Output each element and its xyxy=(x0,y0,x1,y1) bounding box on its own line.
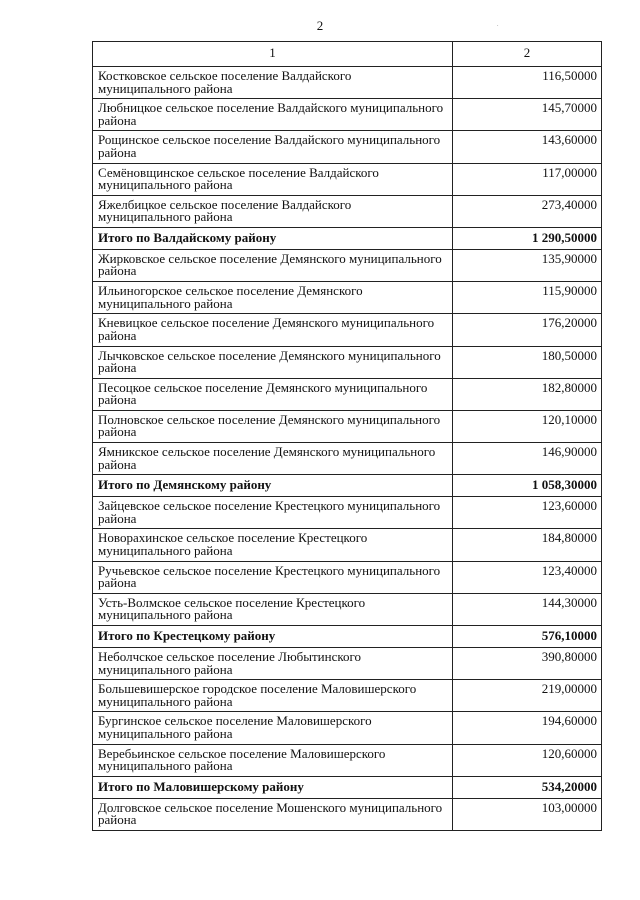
settlement-value: 194,60000 xyxy=(453,712,602,744)
table-row xyxy=(93,378,602,410)
settlement-value: 123,60000 xyxy=(453,497,602,529)
settlement-value: 120,10000 xyxy=(453,410,602,442)
header-col-2: 2 xyxy=(453,42,602,67)
settlement-name: Зайцевское сельское поселение Крестецкого муниципального района xyxy=(93,497,453,529)
settlement-name: Жирковское сельское поселение Демянского муниципального района xyxy=(93,249,453,281)
table-total-row xyxy=(93,475,602,497)
settlement-name: Веребьинское сельское поселение Маловишерского муниципального района xyxy=(93,744,453,776)
table-row xyxy=(93,798,602,830)
table-row xyxy=(93,131,602,163)
table-body xyxy=(93,42,602,831)
table-row xyxy=(93,410,602,442)
settlement-name: Ямникское сельское поселение Демянского муниципального района xyxy=(93,443,453,475)
settlement-value: 144,30000 xyxy=(453,593,602,625)
table-row xyxy=(93,282,602,314)
settlement-name: Рощинское сельское поселение Валдайского муниципального района xyxy=(93,131,453,163)
settlement-value: 116,50000 xyxy=(453,67,602,99)
settlement-value: 123,40000 xyxy=(453,561,602,593)
settlement-value: 143,60000 xyxy=(453,131,602,163)
header-col-1: 1 xyxy=(93,42,453,67)
settlement-value: 273,40000 xyxy=(453,195,602,227)
settlement-value: 390,80000 xyxy=(453,648,602,680)
settlement-value: 117,00000 xyxy=(453,163,602,195)
total-value: 534,20000 xyxy=(453,776,602,798)
settlement-name: Яжелбицкое сельское поселение Валдайского муниципального района xyxy=(93,195,453,227)
allocation-table xyxy=(92,41,602,831)
table-header-row xyxy=(93,42,602,67)
settlement-name: Любницкое сельское поселение Валдайского муниципального района xyxy=(93,99,453,131)
settlement-name: Большевишерское городское поселение Маловишерского муниципального района xyxy=(93,680,453,712)
total-label: Итого по Демянскому району xyxy=(93,475,453,497)
table-row xyxy=(93,67,602,99)
table-row xyxy=(93,195,602,227)
settlement-name: Костковское сельское поселение Валдайского муниципального района xyxy=(93,67,453,99)
settlement-value: 184,80000 xyxy=(453,529,602,561)
settlement-name: Новорахинское сельское поселение Крестецкого муниципального района xyxy=(93,529,453,561)
settlement-name: Песоцкое сельское поселение Демянского муниципального района xyxy=(93,378,453,410)
table-total-row xyxy=(93,626,602,648)
settlement-value: 103,00000 xyxy=(453,798,602,830)
table-row xyxy=(93,744,602,776)
scan-speck: . xyxy=(497,22,499,28)
settlement-value: 135,90000 xyxy=(453,249,602,281)
settlement-value: 145,70000 xyxy=(453,99,602,131)
total-label: Итого по Крестецкому району xyxy=(93,626,453,648)
settlement-value: 182,80000 xyxy=(453,378,602,410)
settlement-name: Ильиногорское сельское поселение Демянского муниципального района xyxy=(93,282,453,314)
table-row xyxy=(93,443,602,475)
settlement-value: 115,90000 xyxy=(453,282,602,314)
settlement-name: Кневицкое сельское поселение Демянского муниципального района xyxy=(93,314,453,346)
table-row xyxy=(93,99,602,131)
settlement-value: 176,20000 xyxy=(453,314,602,346)
table-total-row xyxy=(93,776,602,798)
table-row xyxy=(93,314,602,346)
table-total-row xyxy=(93,227,602,249)
settlement-name: Усть-Волмское сельское поселение Крестецкого муниципального района xyxy=(93,593,453,625)
settlement-name: Неболчское сельское поселение Любытинского муниципального района xyxy=(93,648,453,680)
total-value: 576,10000 xyxy=(453,626,602,648)
table-row xyxy=(93,249,602,281)
table-row xyxy=(93,346,602,378)
table-row xyxy=(93,497,602,529)
total-value: 1 290,50000 xyxy=(453,227,602,249)
table-row xyxy=(93,561,602,593)
settlement-name: Бургинское сельское поселение Маловишерского муниципального района xyxy=(93,712,453,744)
total-label: Итого по Валдайскому району xyxy=(93,227,453,249)
table-row xyxy=(93,648,602,680)
settlement-name: Полновское сельское поселение Демянского муниципального района xyxy=(93,410,453,442)
page-number: 2 xyxy=(316,18,324,33)
settlement-value: 219,00000 xyxy=(453,680,602,712)
settlement-value: 146,90000 xyxy=(453,443,602,475)
settlement-value: 120,60000 xyxy=(453,744,602,776)
table-row xyxy=(93,163,602,195)
settlement-name: Долговское сельское поселение Мошенского муниципального района xyxy=(93,798,453,830)
total-label: Итого по Маловишерскому району xyxy=(93,776,453,798)
table-row xyxy=(93,712,602,744)
table-row xyxy=(93,593,602,625)
total-value: 1 058,30000 xyxy=(453,475,602,497)
table-row xyxy=(93,680,602,712)
table-row xyxy=(93,529,602,561)
settlement-value: 180,50000 xyxy=(453,346,602,378)
settlement-name: Лычковское сельское поселение Демянского муниципального района xyxy=(93,346,453,378)
settlement-name: Семёновщинское сельское поселение Валдайского муниципального района xyxy=(93,163,453,195)
settlement-name: Ручьевское сельское поселение Крестецкого муниципального района xyxy=(93,561,453,593)
